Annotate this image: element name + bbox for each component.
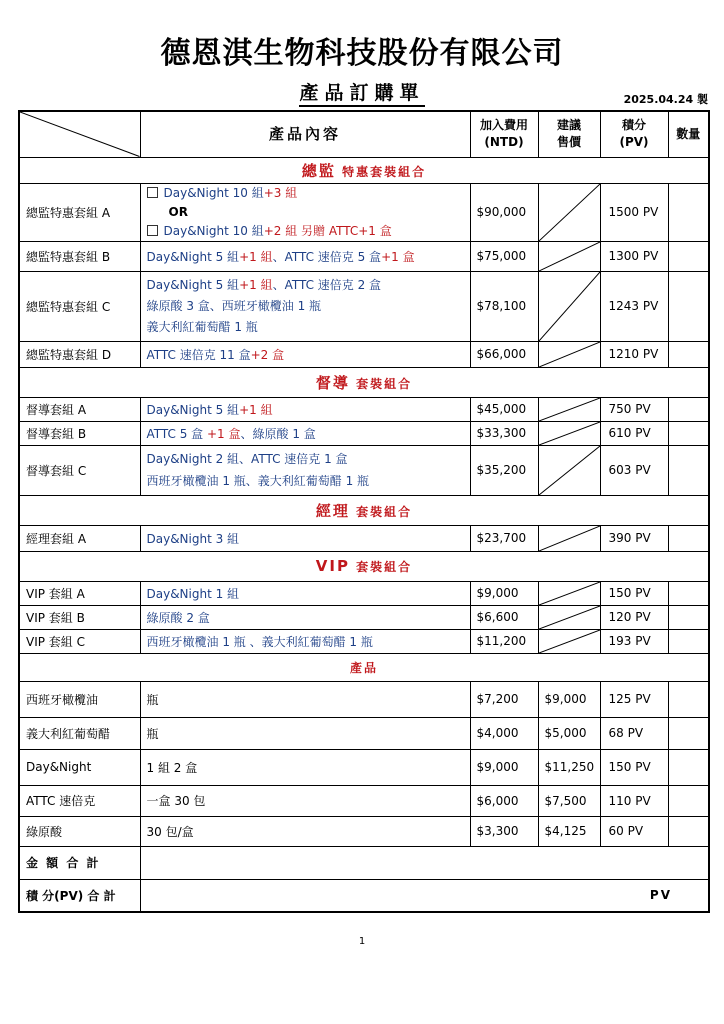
qty-cell[interactable] xyxy=(668,271,709,341)
package-content: Day&Night 5 組+1 組、ATTC 速倍克 2 盒 綠原酸 3 盒、西班牙橄欖油 1 瓶 義大利紅葡萄醋 1 瓶 xyxy=(140,271,470,341)
package-name: 督導套組 A xyxy=(19,397,140,421)
table-row xyxy=(19,397,709,421)
document-date: 2025.04.24 製 xyxy=(623,93,708,106)
package-name: 總監特惠套組 C xyxy=(19,271,140,341)
suggest-price: $11,250 xyxy=(538,749,600,785)
header-diagonal-cell xyxy=(19,111,140,157)
page-number: 1 xyxy=(358,936,366,947)
header-suggest: 建議 售價 xyxy=(538,111,600,157)
qty-cell[interactable] xyxy=(668,605,709,629)
suggest-price-na xyxy=(538,421,600,445)
package-name: VIP 套組 C xyxy=(19,629,140,653)
join-fee: $6,600 xyxy=(470,605,538,629)
suggest-price: $9,000 xyxy=(538,681,600,717)
total-amount-row xyxy=(19,846,709,879)
suggest-price-na xyxy=(538,183,600,241)
qty-cell[interactable] xyxy=(668,816,709,846)
package-name: 經理套組 A xyxy=(19,525,140,551)
package-content: 綠原酸 2 盒 xyxy=(140,605,470,629)
pv-value: 193 PV xyxy=(600,629,668,653)
product-name: Day&Night xyxy=(19,749,140,785)
table-row xyxy=(19,681,709,717)
pv-value: 68 PV xyxy=(600,717,668,749)
table-row xyxy=(19,581,709,605)
package-content: ATTC 5 盒 +1 盒、綠原酸 1 盒 xyxy=(140,421,470,445)
package-content: Day&Night 5 組+1 組、ATTC 速倍克 5 盒+1 盒 xyxy=(140,241,470,271)
pv-value: 750 PV xyxy=(600,397,668,421)
suggest-price-na xyxy=(538,271,600,341)
table-row xyxy=(19,749,709,785)
document-title: 產品訂購單 xyxy=(0,78,724,105)
suggest-price-na xyxy=(538,397,600,421)
section-director: 總監 特惠套裝組合 xyxy=(19,157,709,183)
pv-value: 1243 PV xyxy=(600,271,668,341)
header-fee: 加入費用 (NTD) xyxy=(470,111,538,157)
table-row xyxy=(19,341,709,367)
pv-value: 110 PV xyxy=(600,785,668,816)
qty-cell[interactable] xyxy=(668,681,709,717)
pv-value: 125 PV xyxy=(600,681,668,717)
product-unit: 瓶 xyxy=(140,681,470,717)
table-row xyxy=(19,183,709,241)
pv-value: 150 PV xyxy=(600,749,668,785)
total-amount-field[interactable] xyxy=(140,846,709,879)
pv-value: 120 PV xyxy=(600,605,668,629)
join-fee: $11,200 xyxy=(470,629,538,653)
join-fee: $78,100 xyxy=(470,271,538,341)
join-fee: $9,000 xyxy=(470,581,538,605)
product-name: 義大利紅葡萄醋 xyxy=(19,717,140,749)
table-row xyxy=(19,816,709,846)
suggest-price: $5,000 xyxy=(538,717,600,749)
pv-value: 60 PV xyxy=(600,816,668,846)
suggest-price-na xyxy=(538,605,600,629)
qty-cell[interactable] xyxy=(668,525,709,551)
qty-cell[interactable] xyxy=(668,717,709,749)
qty-cell[interactable] xyxy=(668,341,709,367)
option-checkbox[interactable] xyxy=(147,187,158,198)
qty-cell[interactable] xyxy=(668,785,709,816)
section-manager: 經理 套裝組合 xyxy=(19,495,709,525)
qty-cell[interactable] xyxy=(668,241,709,271)
qty-cell[interactable] xyxy=(668,183,709,241)
join-fee: $7,200 xyxy=(470,681,538,717)
suggest-price: $7,500 xyxy=(538,785,600,816)
table-row xyxy=(19,525,709,551)
product-unit: 一盒 30 包 xyxy=(140,785,470,816)
package-name: 督導套組 B xyxy=(19,421,140,445)
join-fee: $6,000 xyxy=(470,785,538,816)
package-name: 總監特惠套組 D xyxy=(19,341,140,367)
table-row xyxy=(19,629,709,653)
package-name: 總監特惠套組 A xyxy=(19,183,140,241)
package-content: 西班牙橄欖油 1 瓶 、義大利紅葡萄醋 1 瓶 xyxy=(140,629,470,653)
package-content: Day&Night 2 組、ATTC 速倍克 1 盒 西班牙橄欖油 1 瓶、義大利紅葡萄醋 1 瓶 xyxy=(140,445,470,495)
header-pv: 積分 (PV) xyxy=(600,111,668,157)
table-row xyxy=(19,271,709,341)
pv-value: 603 PV xyxy=(600,445,668,495)
table-row xyxy=(19,605,709,629)
pv-value: 1210 PV xyxy=(600,341,668,367)
package-content: Day&Night 1 組 xyxy=(140,581,470,605)
product-unit: 瓶 xyxy=(140,717,470,749)
product-name: ATTC 速倍克 xyxy=(19,785,140,816)
product-name: 綠原酸 xyxy=(19,816,140,846)
option-checkbox[interactable] xyxy=(147,225,158,236)
suggest-price-na xyxy=(538,525,600,551)
suggest-price: $4,125 xyxy=(538,816,600,846)
pv-value: 1500 PV xyxy=(600,183,668,241)
table-row xyxy=(19,717,709,749)
package-content: Day&Night 5 組+1 組 xyxy=(140,397,470,421)
table-row xyxy=(19,785,709,816)
suggest-price-na xyxy=(538,241,600,271)
qty-cell[interactable] xyxy=(668,421,709,445)
join-fee: $35,200 xyxy=(470,445,538,495)
qty-cell[interactable] xyxy=(668,749,709,785)
suggest-price-na xyxy=(538,629,600,653)
product-unit: 1 組 2 盒 xyxy=(140,749,470,785)
pv-value: 150 PV xyxy=(600,581,668,605)
join-fee: $75,000 xyxy=(470,241,538,271)
join-fee: $45,000 xyxy=(470,397,538,421)
pv-value: 1300 PV xyxy=(600,241,668,271)
join-fee: $66,000 xyxy=(470,341,538,367)
product-name: 西班牙橄欖油 xyxy=(19,681,140,717)
total-pv-field[interactable]: PV xyxy=(140,879,709,912)
qty-cell[interactable] xyxy=(668,445,709,495)
pv-value: 610 PV xyxy=(600,421,668,445)
table-header-row xyxy=(19,111,709,157)
suggest-price-na xyxy=(538,341,600,367)
join-fee: $3,300 xyxy=(470,816,538,846)
pv-value: 390 PV xyxy=(600,525,668,551)
total-amount-label: 金 額 合 計 xyxy=(19,846,140,879)
section-products: 產品 xyxy=(19,653,709,681)
join-fee: $90,000 xyxy=(470,183,538,241)
join-fee: $23,700 xyxy=(470,525,538,551)
order-table xyxy=(18,110,710,913)
table-row xyxy=(19,445,709,495)
suggest-price-na xyxy=(538,445,600,495)
join-fee: $33,300 xyxy=(470,421,538,445)
package-content: ATTC 速倍克 11 盒+2 盒 xyxy=(140,341,470,367)
total-pv-row xyxy=(19,879,709,912)
company-name: 德恩淇生物科技股份有限公司 xyxy=(160,36,564,71)
package-name: VIP 套組 B xyxy=(19,605,140,629)
section-vip: VIP 套裝組合 xyxy=(19,551,709,581)
total-pv-label: 積 分(PV) 合 計 xyxy=(19,879,140,912)
header-qty: 數量 xyxy=(668,111,709,157)
product-unit: 30 包/盒 xyxy=(140,816,470,846)
package-content: Day&Night 10 組+3 組 OR Day&Night 10 組+2 組 另贈 ATTC+1 盒 xyxy=(140,183,470,241)
table-row xyxy=(19,241,709,271)
package-name: VIP 套組 A xyxy=(19,581,140,605)
package-name: 督導套組 C xyxy=(19,445,140,495)
qty-cell[interactable] xyxy=(668,581,709,605)
join-fee: $4,000 xyxy=(470,717,538,749)
section-supervisor: 督導 套裝組合 xyxy=(19,367,709,397)
qty-cell[interactable] xyxy=(668,397,709,421)
join-fee: $9,000 xyxy=(470,749,538,785)
header-content: 產品內容 xyxy=(140,111,470,157)
qty-cell[interactable] xyxy=(668,629,709,653)
package-name: 總監特惠套組 B xyxy=(19,241,140,271)
suggest-price-na xyxy=(538,581,600,605)
package-content: Day&Night 3 組 xyxy=(140,525,470,551)
table-row xyxy=(19,421,709,445)
